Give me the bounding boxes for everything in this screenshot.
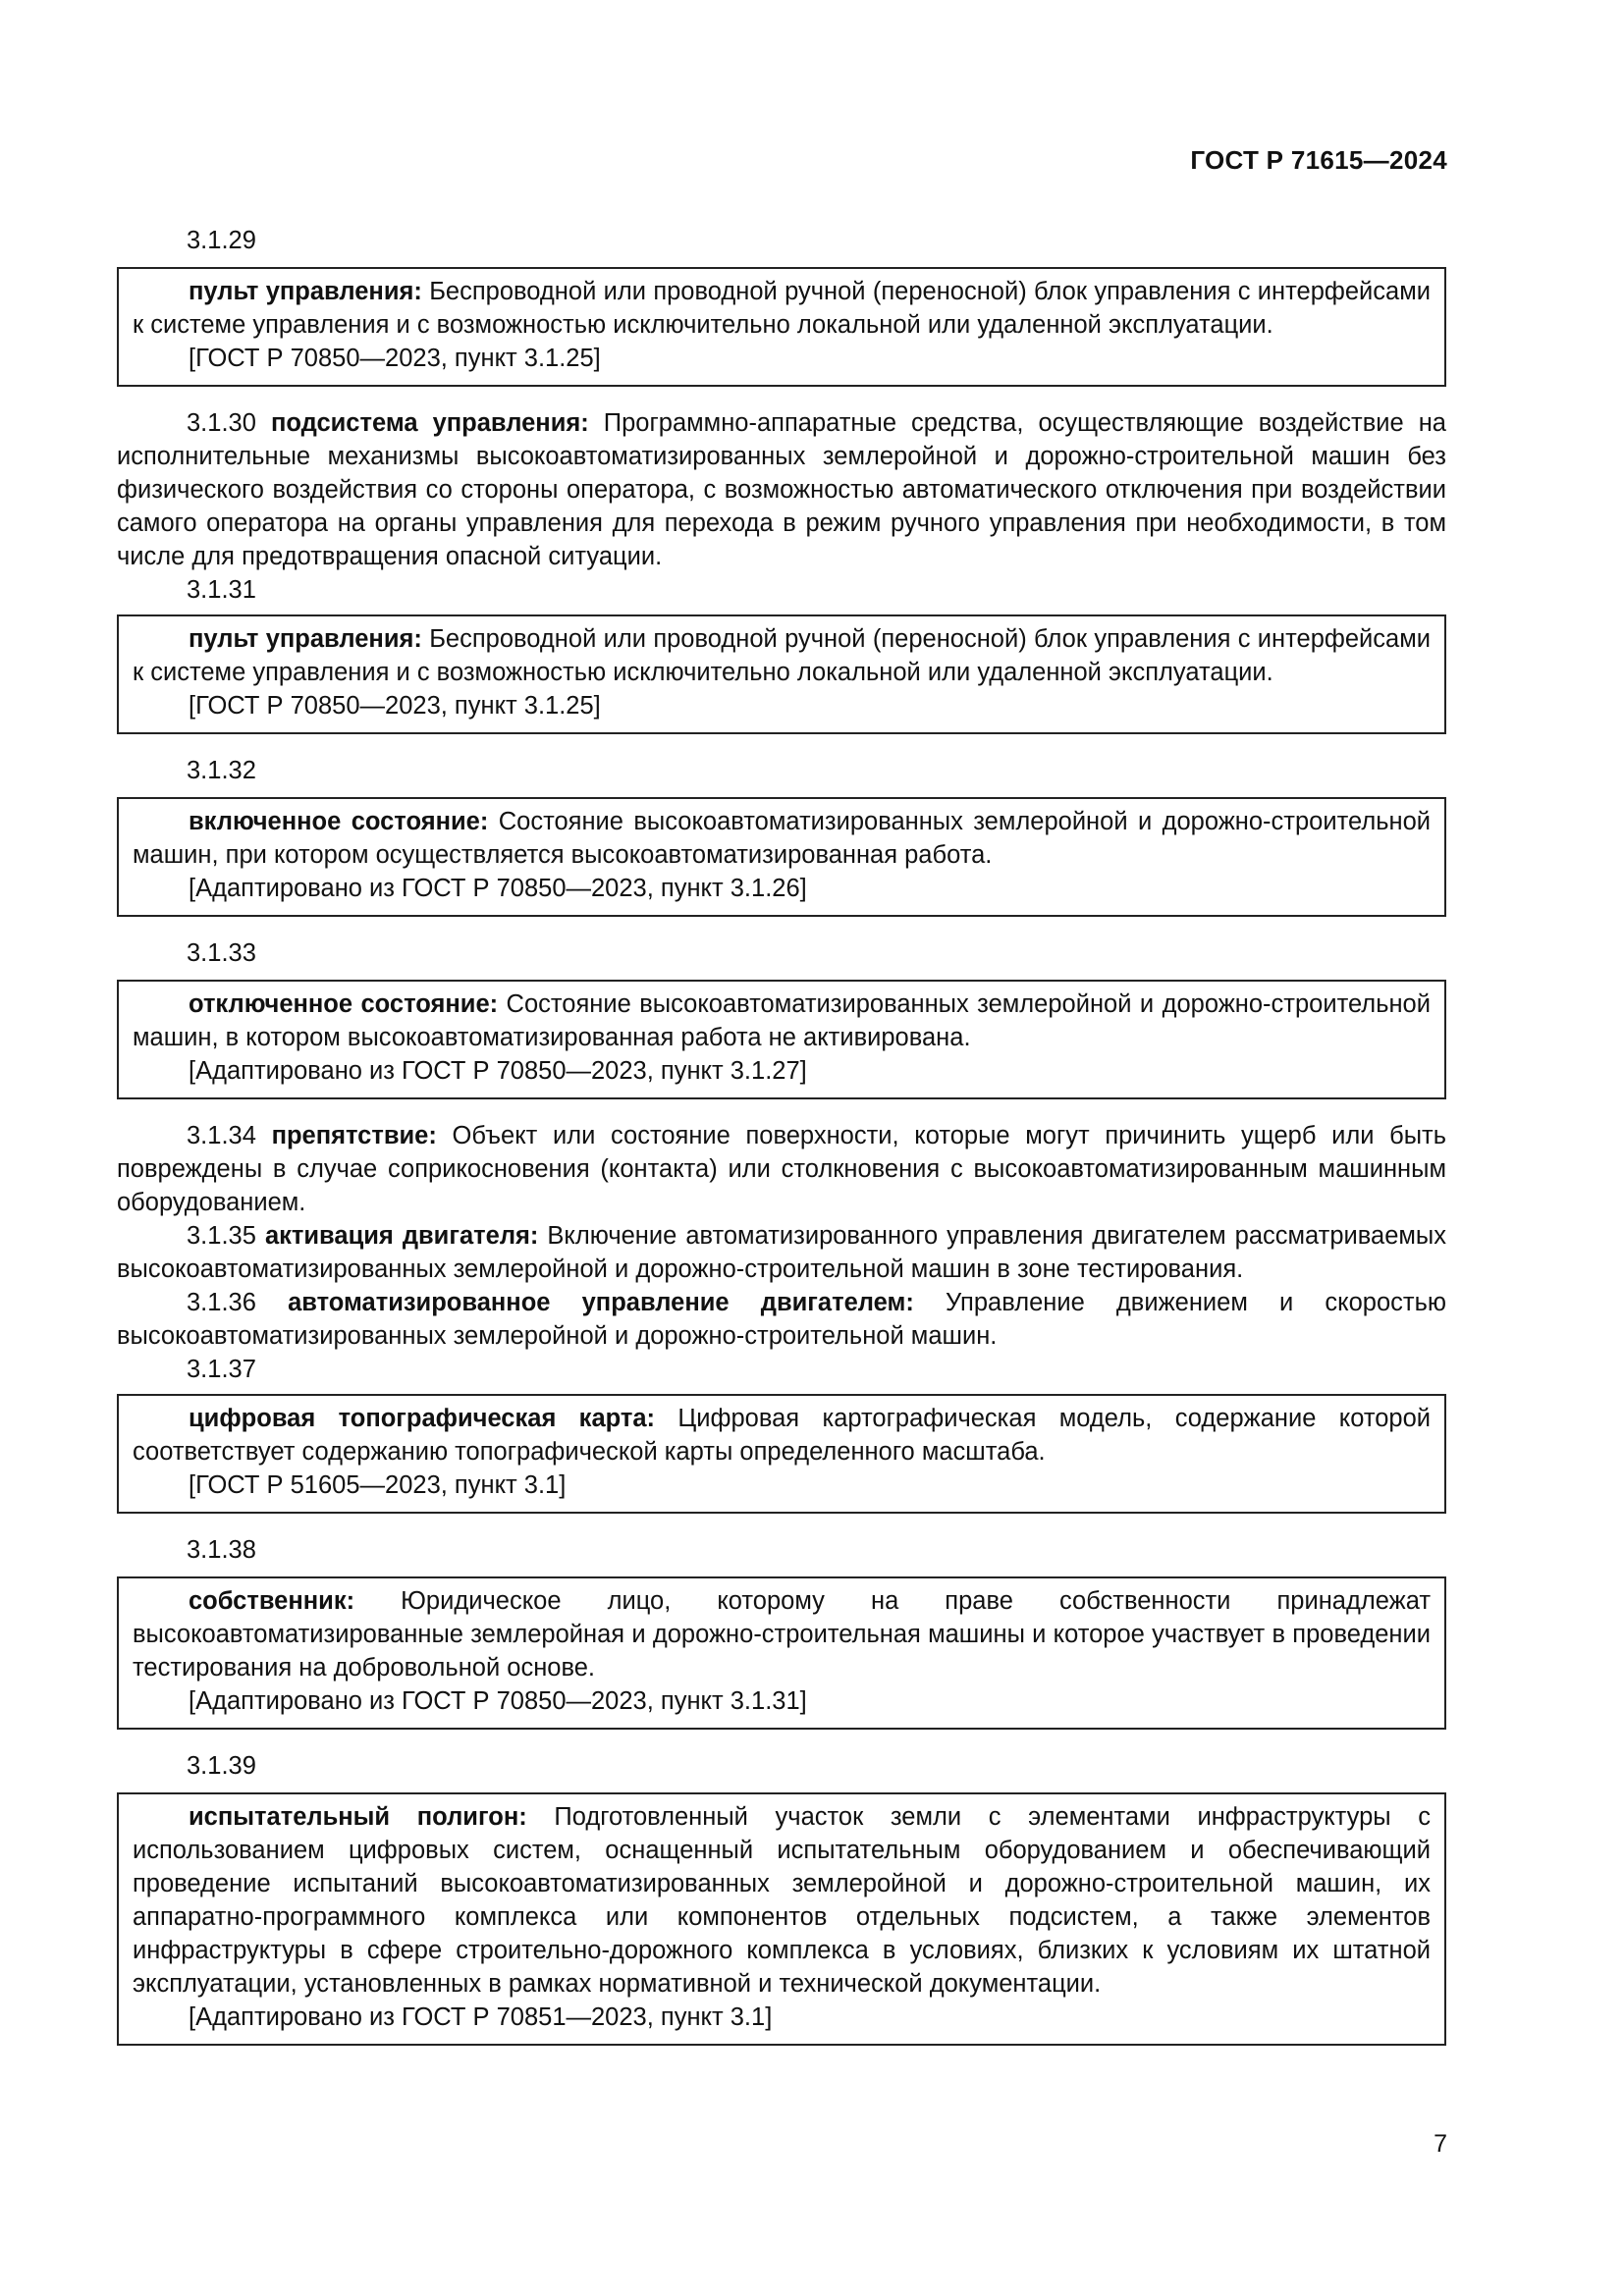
source-reference: [Адаптировано из ГОСТ Р 70851—2023, пункт 3.1]: [189, 2003, 773, 2031]
term: испытательный полигон:: [189, 1803, 527, 1831]
definition: Программно-аппаратные средства, осуществляющие воздействие на исполнительные механизмы высокоавтоматизированных землеройной и дорожно-строительной машин без физического воздействия со стороны оператора, с возможностью автоматического отключения при воздействии самого оператора на органы управления для перехода в режим ручного управления при необходимости, в том числе для предотвращения опасной ситуации.: [117, 409, 1446, 570]
source-reference: [Адаптировано из ГОСТ Р 70850—2023, пункт 3.1.27]: [189, 1057, 807, 1085]
entry-number: 3.1.33: [187, 939, 256, 967]
definition: Объект или состояние поверхности, которые могут причинить ущерб или быть повреждены в случае соприкосновения (контакта) или столкновения с высокоавтоматизированным машинным оборудованием.: [117, 1122, 1446, 1216]
source-reference: [Адаптировано из ГОСТ Р 70850—2023, пункт 3.1.31]: [189, 1687, 807, 1715]
terms-section: [117, 224, 1446, 2065]
definition: Включение автоматизированного управления двигателем рассматриваемых высокоавтоматизированных землеройной и дорожно-строительной машин в зоне тестирования.: [117, 1222, 1446, 1283]
source-reference: [ГОСТ Р 51605—2023, пункт 3.1]: [189, 1471, 567, 1499]
definition: Беспроводной или проводной ручной (переносной) блок управления с интерфейсами к системе управления и с возможностью исключительно локальной или удаленной эксплуатации.: [133, 278, 1431, 339]
definition: Цифровая картографическая модель, содержание которой соответствует содержанию топографической карты определенного масштаба.: [133, 1405, 1432, 1466]
source-reference: [ГОСТ Р 70850—2023, пункт 3.1.25]: [189, 692, 601, 720]
quoted-term-box: [117, 614, 1446, 734]
term-paragraph: [117, 1119, 1446, 1219]
definition: Подготовленный участок земли с элементами инфраструктуры с использованием цифровых систем, оснащенный испытательным оборудованием и обеспечивающий проведение испытаний высокоавтоматизированных землеройной и дорожно-строительной машин, их аппаратно-программного комплекса или компонентов отдельных подсистем, а также элементов инфраструктуры в сфере строительно-дорожного комплекса в условиях, близких к условиям их штатной эксплуатации, установленных в рамках нормативной и технической документации.: [133, 1803, 1432, 1998]
entry-number: 3.1.32: [187, 757, 256, 784]
term-paragraph: [117, 406, 1446, 573]
quoted-term-box: [117, 1792, 1446, 2046]
term: пульт управления:: [189, 278, 422, 305]
term: собственник:: [189, 1587, 355, 1615]
term: цифровая топографическая карта:: [189, 1405, 656, 1432]
term: препятствие:: [271, 1122, 437, 1149]
quoted-term-box: [117, 1576, 1446, 1730]
term: включенное состояние:: [189, 808, 489, 835]
entry-number: 3.1.38: [187, 1536, 256, 1564]
document-code: ГОСТ Р 71615—2024: [1190, 145, 1447, 175]
entry-number: 3.1.37: [187, 1356, 256, 1383]
source-reference: [ГОСТ Р 70850—2023, пункт 3.1.25]: [189, 345, 601, 372]
term: активация двигателя:: [264, 1222, 539, 1250]
source-reference: [Адаптировано из ГОСТ Р 70850—2023, пункт 3.1.26]: [189, 875, 807, 902]
entry-number: 3.1.31: [187, 576, 256, 604]
definition: Состояние высокоавтоматизированных землеройной и дорожно-строительной машин, в котором высокоавтоматизированная работа не активирована.: [133, 990, 1431, 1051]
definition: Беспроводной или проводной ручной (переносной) блок управления с интерфейсами к системе управления и с возможностью исключительно локальной или удаленной эксплуатации.: [133, 625, 1431, 686]
term: автоматизированное управление двигателем:: [288, 1289, 914, 1316]
entry-number: 3.1.39: [187, 1752, 256, 1780]
term: отключенное состояние:: [189, 990, 499, 1018]
definition: Состояние высокоавтоматизированных землеройной и дорожно-строительной машин, при котором осуществляется высокоавтоматизированная работа.: [133, 808, 1431, 869]
entry-number: 3.1.34: [187, 1122, 256, 1149]
quoted-term-box: [117, 980, 1446, 1099]
term: подсистема управления:: [270, 409, 589, 437]
definition: Управление движением и скоростью высокоавтоматизированных землеройной и дорожно-строительной машин.: [117, 1289, 1447, 1350]
quoted-term-box: [117, 267, 1446, 387]
entry-number: 3.1.29: [187, 227, 256, 254]
term: пульт управления:: [189, 625, 422, 653]
term-paragraph: [117, 1219, 1446, 1286]
entry-number: 3.1.36: [187, 1289, 256, 1316]
entry-number: 3.1.30: [187, 409, 256, 437]
definition: Юридическое лицо, которому на праве собственности принадлежат высокоавтоматизированные землеройная и дорожно-строительная машины и которое участвует в проведении тестирования на добровольной основе.: [133, 1587, 1431, 1682]
quoted-term-box: [117, 797, 1446, 917]
entry-number: 3.1.35: [187, 1222, 256, 1250]
quoted-term-box: [117, 1394, 1446, 1514]
page-number: 7: [1434, 2130, 1447, 2158]
term-paragraph: [117, 1286, 1446, 1353]
